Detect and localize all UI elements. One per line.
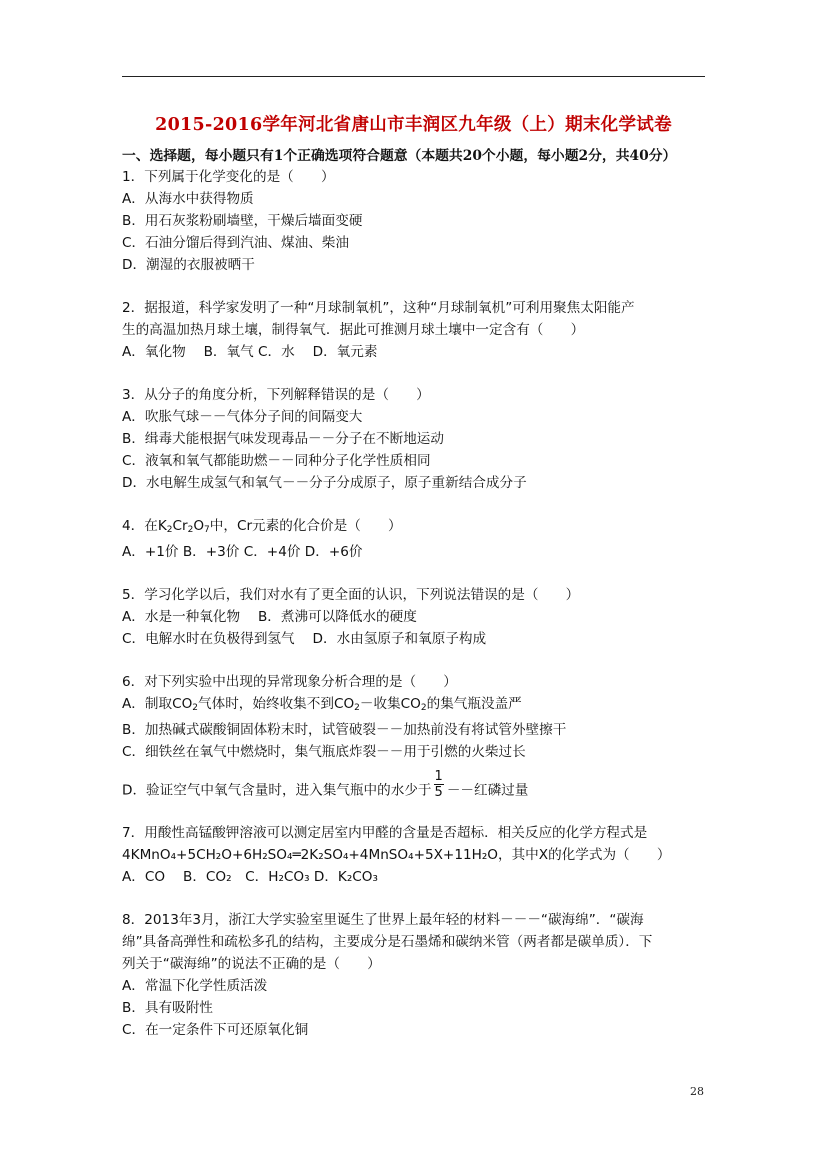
option-d: D．潮湿的衣服被晒干 <box>122 257 255 273</box>
option-b: B．用石灰浆粉刷墙壁，干燥后墙面变硬 <box>122 213 363 229</box>
question-2 <box>122 297 712 363</box>
option-c: C．石油分馏后得到汽油、煤油、柴油 <box>122 235 349 251</box>
question-stem-cont: 列关于“碳海绵”的说法不正确的是（ ） <box>122 956 381 972</box>
question-4 <box>122 515 712 563</box>
question-stem: 1．下列属于化学变化的是（ ） <box>122 169 335 185</box>
options-row: A．氧化物 B．氧气 C．水 D．氧元素 <box>122 344 378 360</box>
option-a: A．从海水中获得物质 <box>122 191 254 207</box>
question-3 <box>122 384 712 494</box>
question-stem: 2．据报道，科学家发明了一种“月球制氧机”，这种“月球制氧机”可利用聚焦太阳能产 <box>122 300 635 316</box>
question-stem: 6．对下列实验中出现的异常现象分析合理的是（ ） <box>122 674 457 690</box>
option-c: C．在一定条件下可还原氧化铜 <box>122 1022 309 1038</box>
option-d: D．验证空气中氧气含量时，进入集气瓶中的水少于 $\frac{1}{5}$ －－红磷过量 <box>122 769 529 800</box>
page-number: 28 <box>690 1085 704 1098</box>
option-b: B．加热碱式碳酸铜固体粉末时，试管破裂－－加热前没有将试管外壁擦干 <box>122 722 567 738</box>
fraction: $\frac{1}{5}$ <box>434 769 443 800</box>
question-stem: 5．学习化学以后，我们对水有了更全面的认识，下列说法错误的是（ ） <box>122 587 580 603</box>
option-d: D．水电解生成氢气和氧气－－分子分成原子，原子重新结合成分子 <box>122 475 527 491</box>
option-c: C．液氧和氧气都能助燃－－同种分子化学性质相同 <box>122 453 431 469</box>
option-a: A．吹胀气球－－气体分子间的间隔变大 <box>122 409 363 425</box>
question-5 <box>122 584 712 650</box>
options-row-cd: C．电解水时在负极得到氢气 D．水由氢原子和氧原子构成 <box>122 631 487 647</box>
question-1 <box>122 166 712 276</box>
page-title: 2015-2016学年河北省唐山市丰润区九年级（上）期末化学试卷 <box>155 115 672 135</box>
section-heading: 一、选择题，每小题只有1个正确选项符合题意（本题共20个小题，每小题2分，共40分） <box>122 148 677 164</box>
options-row: A．CO B．CO₂ C．H₂CO₃ D．K₂CO₃ <box>122 869 378 885</box>
question-8 <box>122 909 712 1041</box>
question-stem: 3．从分子的角度分析，下列解释错误的是（ ） <box>122 387 430 403</box>
question-stem-cont: 生的高温加热月球土壤，制得氧气．据此可推测月球土壤中一定含有（ ） <box>122 322 585 338</box>
option-a: A．制取$CO_2$气体时，始终收集不到$CO_2-$收集$CO_2$的集气瓶没盖严 <box>122 696 522 713</box>
header-rule <box>122 76 705 77</box>
options-row: A．+1价 B．+3价 C．+4价 D．+6价 <box>122 544 363 560</box>
option-b: B．具有吸附性 <box>122 1000 213 1016</box>
question-stem-cont: 绵”具备高弹性和疏松多孔的结构，主要成分是石墨烯和碳纳米管（两者都是碳单质）．下 <box>122 934 653 950</box>
options-row-ab: A．水是一种氧化物 B．煮沸可以降低水的硬度 <box>122 609 417 625</box>
document-body <box>122 146 712 1041</box>
question-stem: 4．在$K_2Cr_2O_7$中，Cr元素的化合价是（ ） <box>122 518 402 535</box>
question-7 <box>122 822 712 888</box>
option-c: C．细铁丝在氧气中燃烧时，集气瓶底炸裂－－用于引燃的火柴过长 <box>122 744 526 760</box>
question-6 <box>122 671 712 806</box>
option-b: B．缉毒犬能根据气味发现毒品－－分子在不断地运动 <box>122 431 444 447</box>
chemical-equation: 4KMnO₄+5CH₂O+6H₂SO₄═2K₂SO₄+4MnSO₄+5X+11H₂O，其中X的化学式为（ ） <box>122 847 671 863</box>
question-stem: 8．2013年3月，浙江大学实验室里诞生了世界上最年轻的材料－－－“碳海绵”．“碳海 <box>122 912 644 928</box>
option-a: A．常温下化学性质活泼 <box>122 978 268 994</box>
question-stem: 7．用酸性高锰酸钾溶液可以测定居室内甲醛的含量是否超标．相关反应的化学方程式是 <box>122 825 648 841</box>
